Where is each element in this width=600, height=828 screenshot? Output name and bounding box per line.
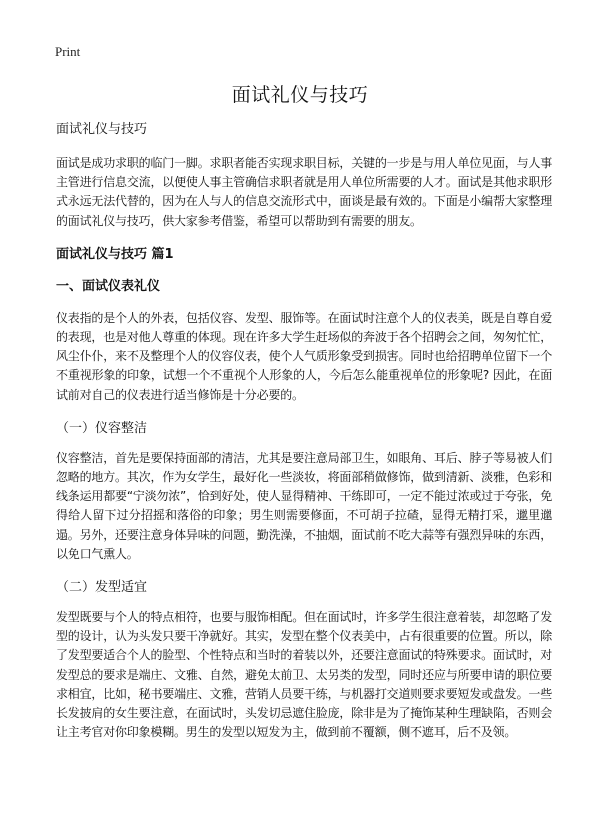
document-subtitle: 面试礼仪与技巧 — [56, 122, 148, 137]
document-title: 面试礼仪与技巧 — [231, 84, 369, 106]
article-heading: 面试礼仪与技巧 篇1 — [56, 246, 174, 262]
appearance-paragraph: 仪表指的是个人的外表，包括仪容、发型、服饰等。在面试时注意个人的仪表美，既是自尊自爱的表现，也是对他人尊重的体现。现在许多大学生赶场似的奔波于各个招聘会之间，匆匆忙忙，风尘仆仆，来不及整理个人的仪容仪表，使个人气质形象受到损害。同时也给招聘单位留下一个不重视形象的印象，试想一个不重视个人形象的人，今后怎么能重视单位的形象呢? 因此，在面试前对自己的仪表进行适当修饰是十分必要的。 — [56, 310, 552, 402]
intro-paragraph: 面试是成功求职的临门一脚。求职者能否实现求职目标，关键的一步是与用人单位见面，与人事主管进行信息交流，以便使人事主管确信求职者就是用人单位所需要的人才。面试是其他求职形式永远无法代替的，因为在人与人的信息交流形式中，面谈是最有效的。下面是小编帮大家整理的面试礼仪与技巧，供大家参考借鉴，希望可以帮助到有需要的朋友。 — [56, 156, 552, 228]
grooming-paragraph: 仪容整洁，首先是要保持面部的清洁，尤其是要注意局部卫生，如眼角、耳后、脖子等易被人们忽略的地方。其次，作为女学生，最好化一些淡妆，将面部稍做修饰，做到清新、淡雅，色彩和线条运用都要“宁淡勿浓”，恰到好处，使人显得精神、干练即可，一定不能过浓或过于夸张，免得给人留下过分招摇和落俗的印象；男生则需要修面，不可胡子拉碴，显得无精打采，邋里邋遢。另外，还要注意身体异味的问题，勤洗澡，不抽烟，面试前不吃大蒜等有强烈异味的东西，以免口气熏人。 — [56, 450, 552, 561]
section-heading-appearance: 一、面试仪表礼仪 — [56, 278, 161, 294]
subheading-grooming: （一）仪容整洁 — [56, 420, 148, 436]
subheading-hairstyle: （二）发型适宜 — [56, 580, 148, 596]
print-link[interactable]: Print — [55, 44, 81, 59]
hairstyle-paragraph: 发型既要与个人的特点相符，也要与服饰相配。但在面试时，许多学生很注意着装，却忽略了发型的设计，认为头发只要干净就好。其实，发型在整个仪表美中，占有很重要的位置。所以，除了发型要适合个人的脸型、个性特点和当时的着装以外，还要注意面试的特殊要求。面试时，对发型总的要求是端庄、文雅、自然，避免太前卫、太另类的发型，同时还应与所要申请的职位要求相宜，比如，秘书要端庄、文雅，营销人员要干练，与机器打交道则要求要短发或盘发。一些长发披肩的女生要注意，在面试时，头发切忌遮住脸庞，除非是为了掩饰某种生理缺陷，否则会让主考官对你印象模糊。男生的发型以短发为主，做到前不覆额，侧不遮耳，后不及领。 — [56, 610, 552, 740]
document-body — [56, 120, 552, 756]
